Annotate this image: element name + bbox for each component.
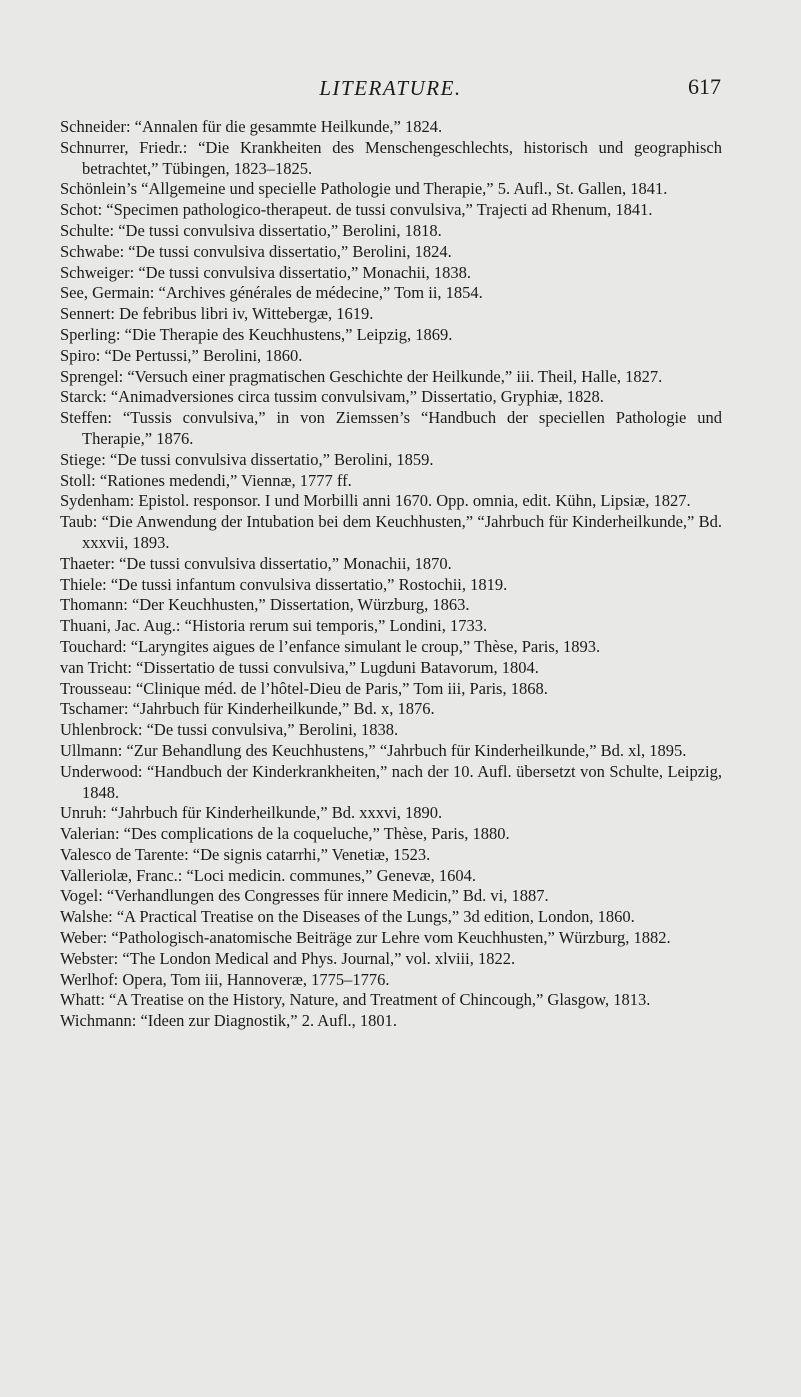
bibliography-entry: Thomann: “Der Keuchhusten,” Dissertation, Würzburg, 1863. xyxy=(60,595,470,615)
bibliography-entry: Taub: “Die Anwendung der Intubation bei dem Keuchhusten,” “Jahrbuch für Kinderheilkunde,” Bd. xxxvii, 1893. xyxy=(60,512,722,552)
bibliography-entry: Trousseau: “Clinique méd. de l’hôtel-Dieu de Paris,” Tom iii, Paris, 1868. xyxy=(60,678,548,698)
bibliography-entry: Schot: “Specimen pathologico-therapeut. de tussi convulsiva,” Trajecti ad Rhenum, 1841. xyxy=(60,200,653,220)
bibliography-entry: Webster: “The London Medical and Phys. Journal,” vol. xlviii, 1822. xyxy=(60,948,516,968)
bibliography-entry: Stoll: “Rationes medendi,” Viennæ, 1777 ff. xyxy=(60,470,352,490)
bibliography-entry: Schweiger: “De tussi convulsiva dissertatio,” Monachii, 1838. xyxy=(60,262,472,282)
bibliography-entry: Whatt: “A Treatise on the History, Nature, and Treatment of Chincough,” Glasgow, 1813. xyxy=(60,990,651,1010)
bibliography-entry: Underwood: “Handbuch der Kinderkrankheiten,” nach der 10. Aufl. übersetzt von Schulte, Leipzig, 1848. xyxy=(60,761,722,802)
bibliography-entry: Tschamer: “Jahrbuch für Kinderheilkunde,” Bd. x, 1876. xyxy=(60,699,435,719)
bibliography-entry: Wichmann: “Ideen zur Diagnostik,” 2. Aufl., 1801. xyxy=(60,1011,398,1031)
page-number: 617 xyxy=(688,74,721,99)
bibliography-entry: Schönlein’s “Allgemeine und specielle Pathologie und Therapie,” 5. Aufl., St. Gallen, 1841. xyxy=(60,179,668,199)
bibliography-entry: Starck: “Animadversiones circa tussim convulsivam,” Dissertatio, Gryphiæ, 1828. xyxy=(60,387,604,407)
page-header xyxy=(60,74,721,104)
bibliography-entry: Schneider: “Annalen für die gesammte Heilkunde,” 1824. xyxy=(60,117,443,136)
bibliography-entry: Sprengel: “Versuch einer pragmatischen Geschichte der Heilkunde,” iii. Theil, Halle, 1827. xyxy=(60,366,663,386)
bibliography-entry: van Tricht: “Dissertatio de tussi convulsiva,” Lugduni Batavorum, 1804. xyxy=(60,657,539,677)
bibliography-entry: Steffen: “Tussis convulsiva,” in von Ziemssen’s “Handbuch der speciellen Pathologie und Therapie,” 1876. xyxy=(60,408,722,448)
bibliography-entry: Schnurrer, Friedr.: “Die Krankheiten des Menschengeschlechts, historisch und geographisch betrachtet,” Tübingen, 1823–1825. xyxy=(60,137,722,178)
bibliography-entry: Valerian: “Des complications de la coqueluche,” Thèse, Paris, 1880. xyxy=(60,824,510,844)
bibliography-entry: Valleriolæ, Franc.: “Loci medicin. communes,” Genevæ, 1604. xyxy=(60,865,477,885)
bibliography-entry: Werlhof: Opera, Tom iii, Hannoveræ, 1775–1776. xyxy=(60,969,390,989)
bibliography-entry: See, Germain: “Archives générales de médecine,” Tom ii, 1854. xyxy=(60,283,483,303)
bibliography-entry: Spiro: “De Pertussi,” Berolini, 1860. xyxy=(60,345,303,365)
bibliography-entry: Sennert: De febribus libri iv, Wittebergæ, 1619. xyxy=(60,304,374,324)
bibliography-entry: Stiege: “De tussi convulsiva dissertatio,” Berolini, 1859. xyxy=(60,449,434,469)
bibliography-entry: Valesco de Tarente: “De signis catarrhi,” Venetiæ, 1523. xyxy=(60,844,431,864)
bibliography-entry: Walshe: “A Practical Treatise on the Diseases of the Lungs,” 3d edition, London, 1860. xyxy=(60,907,635,927)
bibliography-entry: Thuani, Jac. Aug.: “Historia rerum sui temporis,” Londini, 1733. xyxy=(60,616,488,636)
bibliography-list xyxy=(60,117,722,1032)
bibliography-entry: Ullmann: “Zur Behandlung des Keuchhustens,” “Jahrbuch für Kinderheilkunde,” Bd. xl, 1895. xyxy=(60,740,687,760)
bibliography-entry: Thaeter: “De tussi convulsiva dissertatio,” Monachii, 1870. xyxy=(60,553,452,573)
bibliography-entry: Schulte: “De tussi convulsiva dissertatio,” Berolini, 1818. xyxy=(60,220,442,240)
bibliography-entry: Sydenham: Epistol. responsor. I und Morbilli anni 1670. Opp. omnia, edit. Kühn, Lipsiæ, 1827. xyxy=(60,491,691,511)
bibliography-entry: Weber: “Pathologisch-anatomische Beiträge zur Lehre vom Keuchhusten,” Würzburg, 1882. xyxy=(60,928,671,948)
bibliography-entry: Sperling: “Die Therapie des Keuchhustens,” Leipzig, 1869. xyxy=(60,324,453,344)
running-title: LITERATURE. xyxy=(319,76,462,100)
bibliography-entry: Unruh: “Jahrbuch für Kinderheilkunde,” Bd. xxxvi, 1890. xyxy=(60,803,443,823)
bibliography-entry: Uhlenbrock: “De tussi convulsiva,” Berolini, 1838. xyxy=(60,720,399,740)
bibliography-entry: Touchard: “Laryngites aigues de l’enfance simulant le croup,” Thèse, Paris, 1893. xyxy=(60,636,601,656)
bibliography-entry: Schwabe: “De tussi convulsiva dissertatio,” Berolini, 1824. xyxy=(60,241,452,261)
bibliography-entry: Vogel: “Verhandlungen des Congresses für innere Medicin,” Bd. vi, 1887. xyxy=(60,886,549,906)
bibliography-entry: Thiele: “De tussi infantum convulsiva dissertatio,” Rostochii, 1819. xyxy=(60,574,508,594)
